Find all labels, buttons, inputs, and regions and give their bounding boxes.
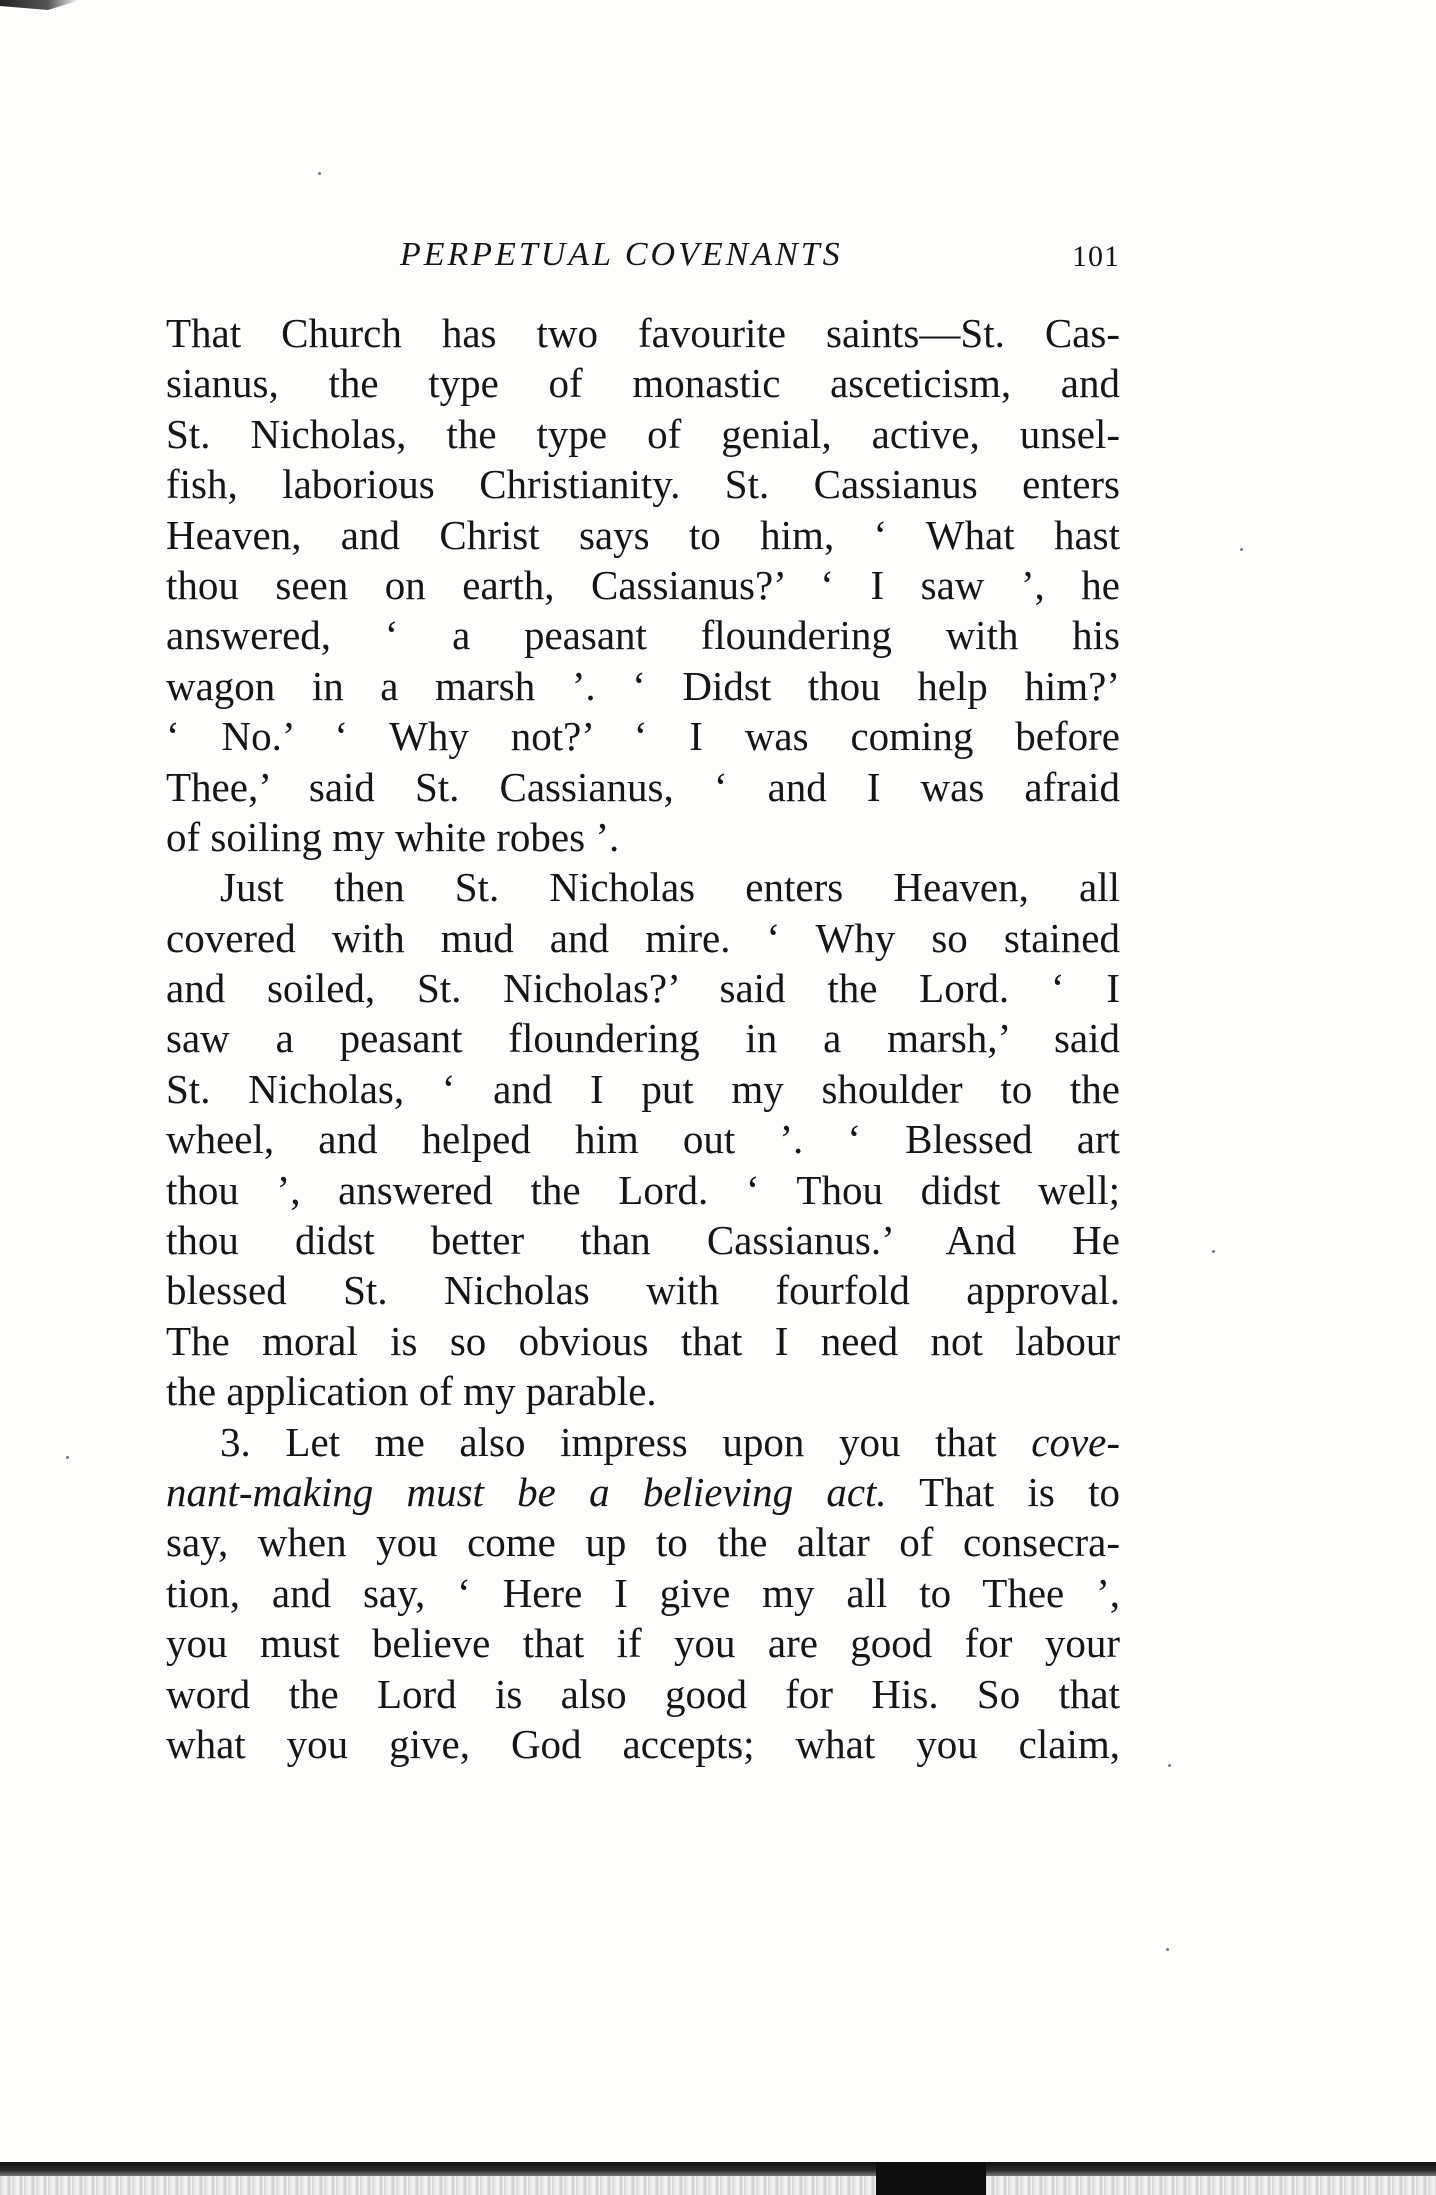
italic-text: nant-making must be a believing act. (166, 1468, 887, 1515)
scan-speck (1166, 1948, 1169, 1951)
text-line: wheel, and helped him out ’. ‘ Blessed art (166, 1116, 1120, 1163)
scan-corner-mark (0, 0, 80, 10)
page-number: 101 (1072, 240, 1120, 273)
text-line: Thee,’ said St. Cassianus, ‘ and I was afraid (166, 763, 1120, 810)
text-line: Just then St. Nicholas enters Heaven, all (220, 864, 1120, 911)
paragraph-nicholas (166, 862, 1120, 1416)
text-line: what you give, God accepts; what you claim, (166, 1720, 1120, 1767)
text-line: St. Nicholas, the type of genial, active, unsel- (166, 410, 1120, 457)
running-title: PERPETUAL COVENANTS (400, 236, 843, 273)
text-line: The moral is so obvious that I need not labour (166, 1317, 1120, 1364)
italic-text: cove- (1031, 1418, 1120, 1465)
text-line: Heaven, and Christ says to him, ‘ What hast (166, 511, 1120, 558)
text-line: thou didst better than Cassianus.’ And He (166, 1217, 1120, 1264)
text-line: blessed St. Nicholas with fourfold approval. (166, 1267, 1120, 1314)
paragraph-covenant (166, 1417, 1120, 1770)
text-run: 3. Let me also impress upon you that (220, 1418, 1032, 1465)
text-line (166, 1417, 1120, 1467)
body-text (166, 308, 1120, 1769)
scan-speck (66, 1456, 69, 1459)
text-line: answered, ‘ a peasant floundering with his (166, 612, 1120, 659)
text-line: say, when you come up to the altar of consecra- (166, 1519, 1120, 1566)
page-header (166, 236, 1120, 276)
text-line: thou ’, answered the Lord. ‘ Thou didst well; (166, 1166, 1120, 1213)
text-line: and soiled, St. Nicholas?’ said the Lord. ‘ I (166, 965, 1120, 1012)
scan-speck (1168, 1764, 1171, 1767)
text-line: tion, and say, ‘ Here I give my all to Thee ’, (166, 1569, 1120, 1616)
scan-bottom-noise (0, 2176, 1436, 2195)
scan-bottom-block (876, 2162, 986, 2195)
text-line: ‘ No.’ ‘ Why not?’ ‘ I was coming before (166, 713, 1120, 760)
text-line: That Church has two favourite saints—St. Cas- (166, 310, 1120, 356)
text-line: you must believe that if you are good for your (166, 1620, 1120, 1667)
text-line: covered with mud and mire. ‘ Why so stained (166, 914, 1120, 961)
text-line: wagon in a marsh ’. ‘ Didst thou help him?’ (166, 662, 1120, 709)
scan-speck (1240, 548, 1243, 551)
scan-speck (1212, 1250, 1215, 1253)
text-run: That is to (886, 1468, 1120, 1515)
text-line: St. Nicholas, ‘ and I put my shoulder to the (166, 1065, 1120, 1112)
text-line: saw a peasant floundering in a marsh,’ said (166, 1015, 1120, 1062)
text-line: fish, laborious Christianity. St. Cassianus enters (166, 461, 1120, 508)
text-line: sianus, the type of monastic asceticism, and (166, 360, 1120, 407)
text-line: of soiling my white robes ’. (166, 813, 620, 860)
scan-speck (318, 172, 321, 175)
paragraph-cassianus (166, 308, 1120, 862)
text-line: word the Lord is also good for His. So that (166, 1670, 1120, 1717)
text-line: the application of my parable. (166, 1368, 657, 1415)
text-line (166, 1467, 1120, 1517)
text-line: thou seen on earth, Cassianus?’ ‘ I saw ’, he (166, 561, 1120, 608)
scan-bottom-edge (0, 2162, 1436, 2176)
